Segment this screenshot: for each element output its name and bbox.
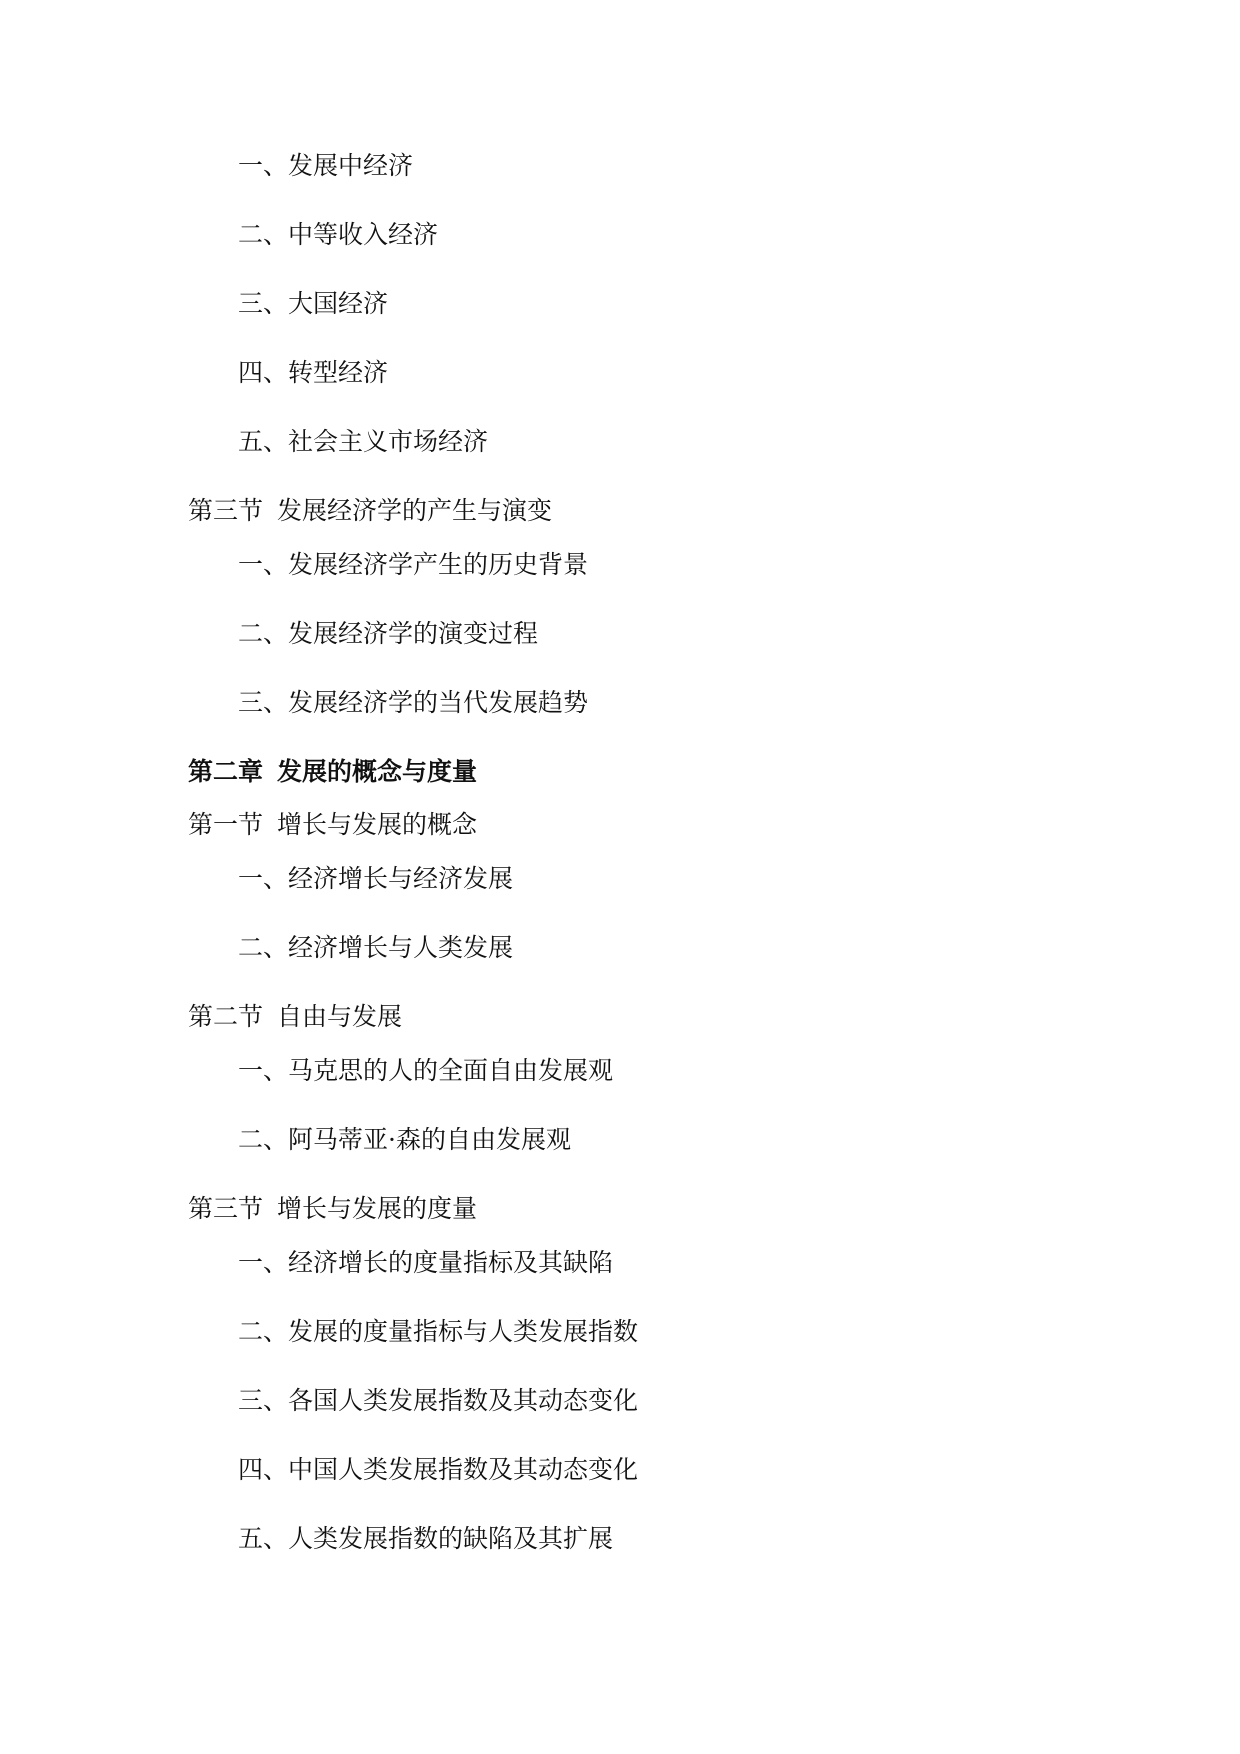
toc-item: 一、马克思的人的全面自由发展观 [238,1056,614,1085]
toc-item: 二、阿马蒂亚·森的自由发展观 [238,1125,571,1154]
toc-item: 一、经济增长与经济发展 [238,864,514,893]
toc-item: 三、大国经济 [238,289,389,318]
section-heading [188,809,477,841]
toc-item: 四、转型经济 [238,358,389,387]
section-number: 第三节 [188,1194,264,1223]
section-title: 增长与发展的度量 [277,1194,478,1223]
section-number: 第二节 [188,1002,264,1031]
toc-item: 一、发展经济学产生的历史背景 [238,550,589,579]
toc-item: 三、发展经济学的当代发展趋势 [238,688,589,717]
section-heading [188,495,552,527]
section-heading [188,1193,477,1225]
chapter-number: 第二章 [188,757,264,786]
section-title: 增长与发展的概念 [277,810,478,839]
section-number: 第一节 [188,810,264,839]
chapter-heading [188,756,477,788]
section-heading [188,1001,402,1033]
section-title: 发展经济学的产生与演变 [277,496,553,525]
toc-item: 五、社会主义市场经济 [238,427,489,456]
toc-item: 四、中国人类发展指数及其动态变化 [238,1455,639,1484]
toc-item: 二、发展经济学的演变过程 [238,619,539,648]
toc-item: 二、中等收入经济 [238,220,439,249]
toc-item: 二、发展的度量指标与人类发展指数 [238,1317,639,1346]
toc-item: 二、经济增长与人类发展 [238,933,514,962]
toc-item: 一、发展中经济 [238,151,414,180]
chapter-title: 发展的概念与度量 [277,757,478,786]
section-number: 第三节 [188,496,264,525]
toc-item: 五、人类发展指数的缺陷及其扩展 [238,1524,614,1553]
section-title: 自由与发展 [277,1002,403,1031]
toc-item: 一、经济增长的度量指标及其缺陷 [238,1248,614,1277]
toc-item: 三、各国人类发展指数及其动态变化 [238,1386,639,1415]
